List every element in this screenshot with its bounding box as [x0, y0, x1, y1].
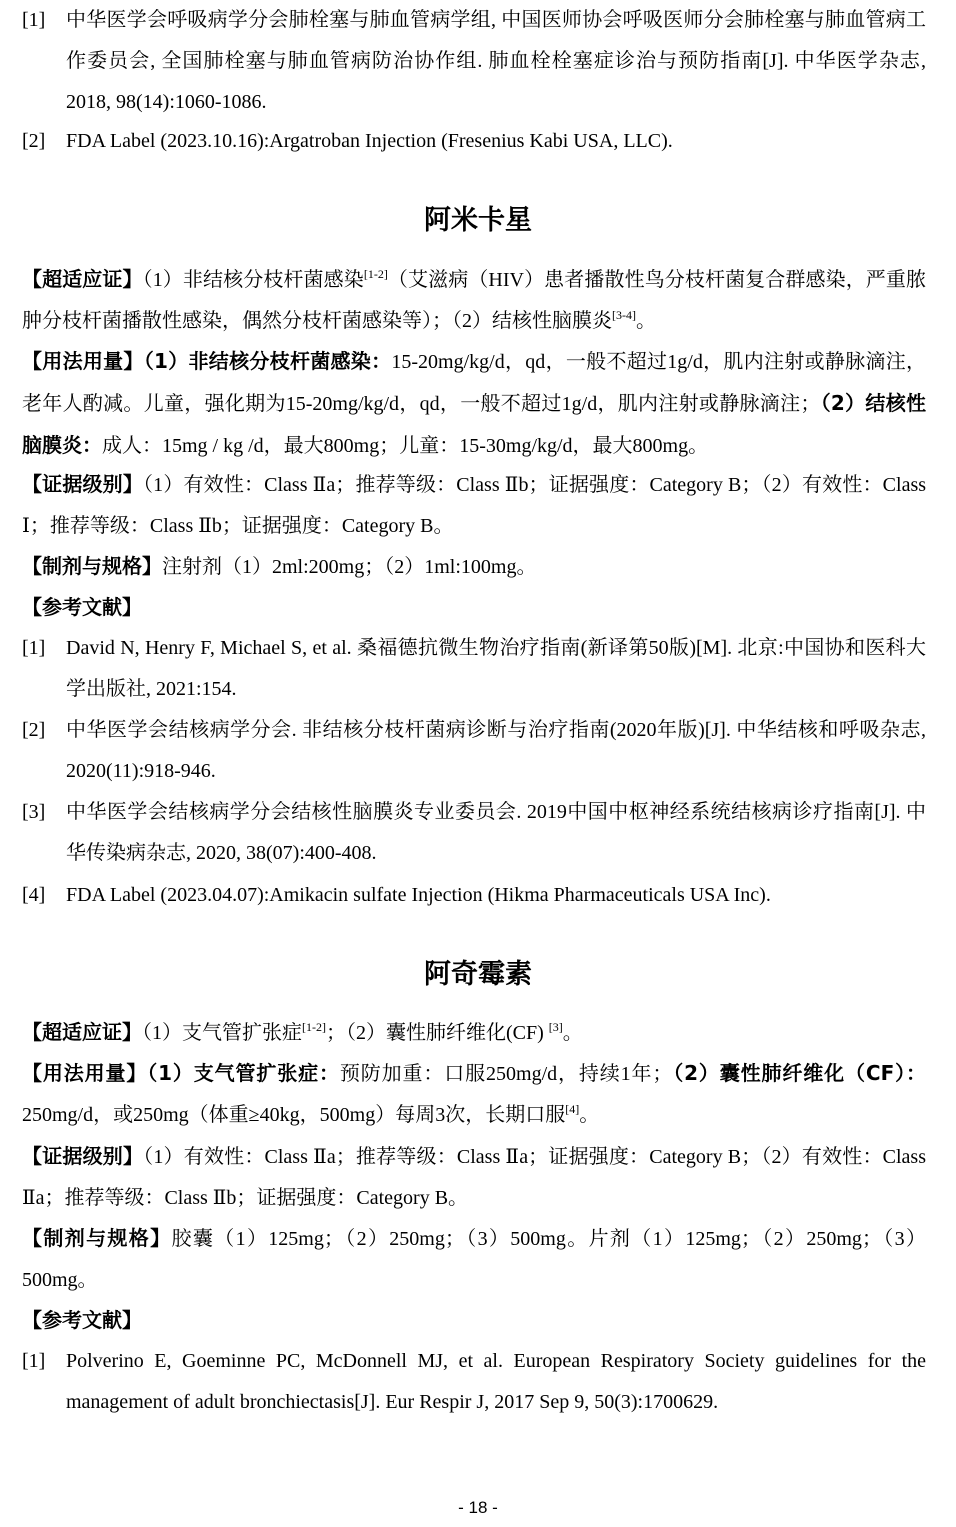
reference-text: Polverino E, Goeminne PC, McDonnell MJ, et al. European Respiratory Society guidelines for the management of adult bronchiectasis[J]. Eur Respir J, 2017 Sep 9, 50(3):1700629.	[66, 1350, 926, 1413]
reference-item	[22, 121, 926, 162]
reference-item	[22, 1341, 926, 1423]
citation: [3]	[548, 1020, 563, 1034]
citation: [1-2]	[302, 1020, 326, 1034]
section-label: 【超适应证】	[22, 267, 143, 291]
reference-number: [4]	[22, 884, 46, 906]
reference-number: [2]	[22, 130, 46, 152]
drug-title: 阿奇霉素	[424, 959, 532, 990]
reference-item	[22, 792, 926, 874]
evidence-paragraph: 【证据级别】（1）有效性：Class Ⅱa；推荐等级：Class Ⅱa；证据强度：Category B；（2）有效性：Class Ⅱa；推荐等级：Class Ⅱb；证据强度：Category B。	[22, 1144, 926, 1209]
page-number: - 18 -	[458, 1498, 498, 1517]
reference-item	[22, 875, 926, 916]
section-label: 【证据级别】	[22, 1144, 144, 1168]
dosage-paragraph: 【用法用量】（1）非结核分枝杆菌感染：15-20mg/kg/d，qd，一般不超过1g/d，肌内注射或静脉滴注，老年人酌减。儿童，强化期为15-20mg/kg/d，qd，一般不超过1g/d，肌内注射或静脉滴注；（2）结核性脑膜炎：成人：15mg / kg /d，最大800mg；儿童：15-30mg/kg/d，最大800mg。	[22, 349, 927, 457]
reference-item	[22, 710, 926, 792]
reference-text: 中华医学会结核病学分会结核性脑膜炎专业委员会. 2019中国中枢神经系统结核病诊疗指南[J]. 中华传染病杂志, 2020, 38(07):400-408.	[66, 801, 926, 864]
drug-title: 阿米卡星	[424, 205, 532, 236]
section-label: 【超适应证】	[22, 1020, 142, 1044]
section-label: 【制剂与规格】	[22, 1226, 172, 1250]
reference-number: [1]	[22, 1350, 46, 1372]
citation: [4]	[565, 1102, 580, 1116]
indication-paragraph: 【超适应证】（1）支气管扩张症[1-2]；（2）囊性肺纤维化(CF) [3]。	[22, 1020, 583, 1044]
formulation-paragraph: 【制剂与规格】注射剂（1）2ml:200mg；（2）1ml:100mg。	[22, 554, 537, 578]
reference-number: [1]	[22, 9, 46, 31]
reference-text: 中华医学会结核病学分会. 非结核分枝杆菌病诊断与治疗指南(2020年版)[J]. 中华结核和呼吸杂志, 2020(11):918-946.	[66, 719, 926, 782]
formulation-paragraph: 【制剂与规格】胶囊（1）125mg；（2）250mg；（3）500mg。片剂（1）125mg；（2）250mg；（3）500mg。	[22, 1226, 926, 1291]
reference-item	[22, 628, 926, 710]
reference-text: FDA Label (2023.04.07):Amikacin sulfate Injection (Hikma Pharmaceuticals USA Inc).	[66, 884, 771, 906]
reference-number: [2]	[22, 719, 46, 741]
reference-number: [3]	[22, 801, 46, 823]
section-label: 【制剂与规格】	[22, 554, 162, 578]
citation: [1-2]	[363, 267, 388, 281]
reference-number: [1]	[22, 637, 46, 659]
section-label: 【用法用量】	[22, 1061, 148, 1085]
references-heading: 【参考文献】	[22, 1308, 142, 1332]
references-heading: 【参考文献】	[22, 595, 142, 619]
indication-paragraph: 【超适应证】（1）非结核分枝杆菌感染[1-2]（艾滋病（HIV）患者播散性鸟分枝杆菌复合群感染，严重脓肿分枝杆菌播散性感染，偶然分枝杆菌感染等）；（2）结核性脑膜炎[3-4]。	[22, 267, 927, 332]
reference-item	[22, 0, 926, 123]
citation: [3-4]	[612, 308, 636, 322]
reference-text: FDA Label (2023.10.16):Argatroban Injection (Fresenius Kabi USA, LLC).	[66, 130, 673, 152]
reference-text: 中华医学会呼吸病学分会肺栓塞与肺血管病学组, 中国医师协会呼吸医师分会肺栓塞与肺血管病工作委员会, 全国肺栓塞与肺血管病防治协作组. 肺血栓栓塞症诊治与预防指南[J]. 中华医学杂志, 2018, 98(14):1060-1086.	[66, 9, 926, 113]
dosage-paragraph: 【用法用量】（1）支气管扩张症：预防加重：口服250mg/d，持续1年；（2）囊性肺纤维化（CF）：250mg/d，或250mg（体重≥40kg，500mg）每周3次，长期口服[4]。	[22, 1061, 926, 1126]
section-label: 【证据级别】	[22, 472, 143, 496]
reference-text: David N, Henry F, Michael S, et al. 桑福德抗微生物治疗指南(新译第50版)[M]. 北京:中国协和医科大学出版社, 2021:154.	[66, 637, 926, 700]
evidence-paragraph: 【证据级别】（1）有效性：Class Ⅱa；推荐等级：Class Ⅱb；证据强度：Category B；（2）有效性：Class Ⅰ；推荐等级：Class Ⅱb；证据强度：Category B。	[22, 472, 927, 537]
section-label: 【用法用量】	[22, 349, 144, 373]
